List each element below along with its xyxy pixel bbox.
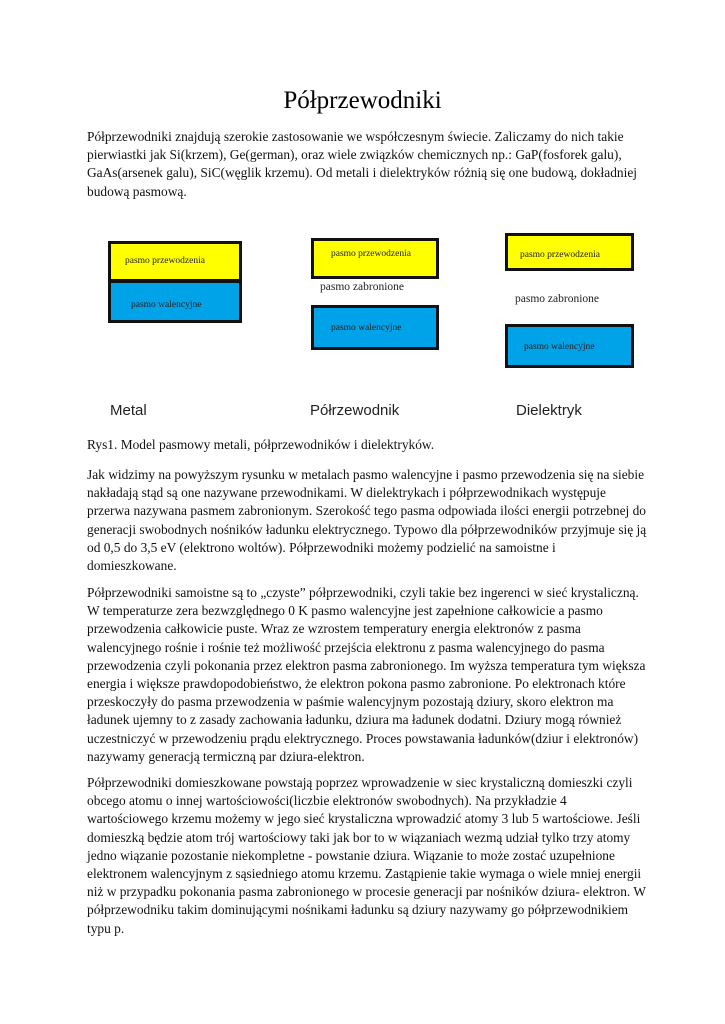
metal-valence-label: pasmo walencyjne: [131, 300, 202, 310]
band-explanation-paragraph: Jak widzimy na powyższym rysunku w metalach pasmo walencyjne i pasmo przewodzenia się na siebie nakładają stąd są one nazywane przewodnikami. W dielektrykach i półprzewodnikach występuje przerwa nazywana pasmem zabronionym. Szerokość tego pasma odpowiada ilości energii potrzebnej do generacji swobodnych nośników ładunku elektrycznego. Typowo dla półprzewodników przyjmuje się ją od 0,5 do 3,5 eV (elektrono woltów). Półprzewodniki możemy podzielić na samoistne i domieszkowane.: [87, 467, 647, 574]
intro-paragraph: Półprzewodniki znajdują szerokie zastosowanie we współczesnym świecie. Zaliczamy do nich takie pierwiastki jak Si(krzem), Ge(german), oraz wiele związków chemicznych np.: GaP(fosforek galu), GaAs(arsenek galu), SiC(węglik krzemu). Od metali i dielektryków różnią się one budową, dokładniej budową pasmową.: [87, 129, 637, 199]
dielectric-conduction-label: pasmo przewodzenia: [520, 250, 600, 260]
metal-conduction-label: pasmo przewodzenia: [125, 256, 205, 266]
semiconductor-conduction-label: pasmo przewodzenia: [331, 249, 411, 259]
semiconductor-valence-band: [311, 305, 439, 350]
semiconductor-valence-label: pasmo walencyjne: [331, 323, 402, 333]
page-title: Półprzewodniki: [283, 87, 442, 114]
metal-conduction-band: [108, 241, 242, 282]
semiconductor-conduction-band: [311, 238, 439, 279]
semiconductor-gap-label: pasmo zabronione: [320, 281, 404, 293]
dielectric-conduction-band: [505, 233, 634, 271]
semiconductor-label: Półrzewodnik: [310, 402, 400, 419]
dielectric-label: Dielektryk: [516, 402, 582, 419]
metal-valence-band: [108, 280, 242, 323]
intrinsic-paragraph: Półprzewodniki samoistne są to „czyste” półprzewodniki, czyli takie bez ingerenci w sieć krystaliczną. W temperaturze zera bezwzględnego 0 K pasmo walencyjne jest zapełnione całkowicie a pasmo przewodzenia całkowicie puste. Wraz ze wzrostem temperatury energia elektronów z pasma walencyjnego rośnie i rośnie też możliwość przejścia elektronu z pasma walencyjnego do pasma przewodzenia czyli pokonania przez elektron pasma zabronionego. Im wyższa temperatura tym większa energia i większe prawdopodobieństwo, że elektron pokona pasmo zabronione. Po elektronach które przeskoczyły do pasma przewodzenia w paśmie walencyjnym pozostają dziury, skoro elektron ma ładunek ujemny to z zasady zachowania ładunku, dziura ma ładunek dodatni. Dziury mogą również uczestniczyć w przewodzeniu prądu elektrycznego. Proces powstawania ładunków(dziur i elektronów) nazywamy generacją termiczną par dziura-elektron.: [87, 585, 646, 764]
dielectric-valence-label: pasmo walencyjne: [524, 342, 595, 352]
figure-caption: Rys1. Model pasmowy metali, półprzewodników i dielektryków.: [87, 437, 435, 452]
metal-label: Metal: [110, 402, 147, 419]
doped-paragraph: Półprzewodniki domieszkowane powstają poprzez wprowadzenie w siec krystaliczną domieszki czyli obcego atomu o innej wartościowości(liczbie elektronów swobodnych). Na przykładzie 4 wartościowego krzemu możemy w jego sieć krystaliczna wprowadzić atomy 3 lub 5 wartościowe. Jeśli domieszką będzie atom trój wartościowy taki jak bor to w wiązaniach wezmą udział tylko trzy atomy jedno wiązanie pozostanie niekompletne - powstanie dziura. Wiązanie to może zostać uzupełnione elektronem walencyjnym z sąsiedniego atomu krzemu. Zastąpienie takie wymaga o wiele mniej energii niż w przypadku pokonania pasma zabronionego w procesie generacji par nośników dziura- elektron. W półprzewodniku takim dominującymi nośnikami ładunku są dziury nazywamy go półprzewodnikiem typu p.: [87, 775, 646, 936]
dielectric-gap-label: pasmo zabronione: [515, 293, 599, 305]
dielectric-valence-band: [505, 324, 634, 368]
